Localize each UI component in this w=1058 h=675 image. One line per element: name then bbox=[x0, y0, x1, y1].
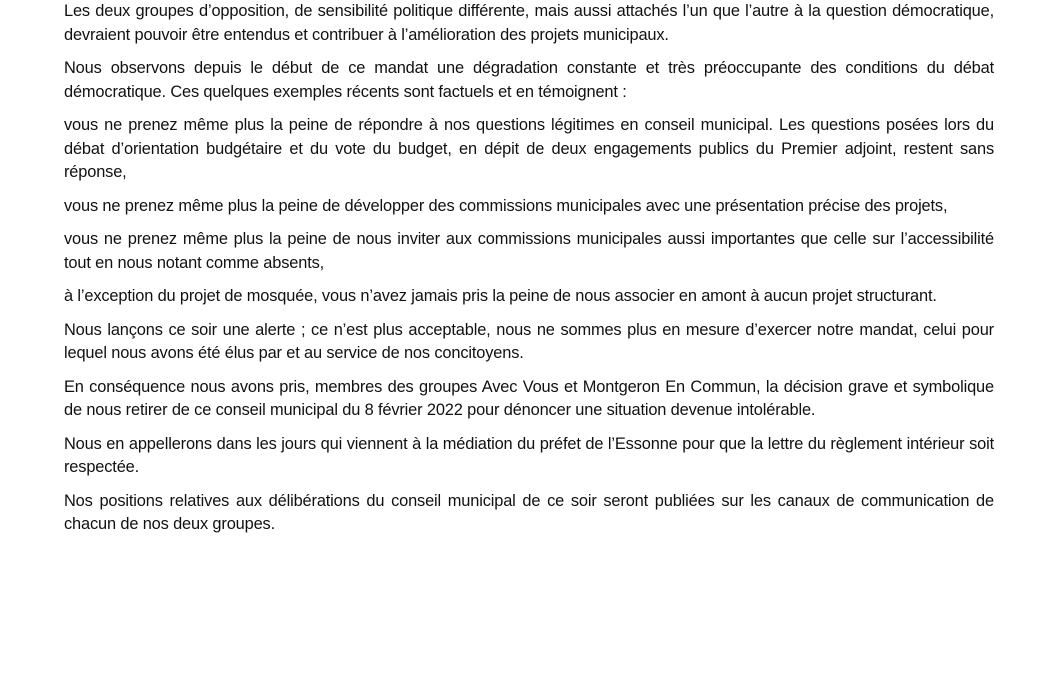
document-page bbox=[64, 0, 994, 547]
paragraph-alert: Nous lançons ce soir une alerte ; ce n’est plus acceptable, nous ne sommes plus en mesure d’exercer notre mandat, celui pour lequel nous avons été élus par et au service de nos concitoyens. bbox=[64, 320, 994, 362]
paragraph-opposition-groups: Les deux groupes d’opposition, de sensibilité politique différente, mais aussi attachés l’un que l’autre à la question démocratique, devraient pouvoir être entendus et contribuer à l’amélioration des projets municipaux. bbox=[64, 2, 994, 44]
paragraph-withdrawal-decision: En conséquence nous avons pris, membres des groupes Avec Vous et Montgeron En Commun, la décision grave et symbolique de nous retirer de ce conseil municipal du 8 février 2022 pour dénoncer une situation devenue intolérable. bbox=[64, 377, 994, 419]
paragraph-commissions-invitation: vous ne prenez même plus la peine de nous inviter aux commissions municipales aussi importantes que celle sur l’accessibilité tout en nous notant comme absents, bbox=[64, 230, 994, 272]
paragraph-mosque-project: à l’exception du projet de mosquée, vous n’avez jamais pris la peine de nous associer en amont à aucun projet structurant. bbox=[64, 287, 937, 305]
paragraph-prefect-mediation: Nous en appellerons dans les jours qui viennent à la médiation du préfet de l’Essonne pour que la lettre du règlement intérieur soit respectée. bbox=[64, 434, 994, 476]
paragraph-democratic-debate: Nous observons depuis le début de ce mandat une dégradation constante et très préoccupante des conditions du débat démocratique. Ces quelques exemples récents sont factuels et en témoignent : bbox=[64, 59, 994, 101]
paragraph-commissions-presentation: vous ne prenez même plus la peine de développer des commissions municipales avec une présentation précise des projets, bbox=[64, 196, 948, 215]
paragraph-unanswered-questions: vous ne prenez même plus la peine de répondre à nos questions légitimes en conseil municipal. Les questions posées lors du débat d’orientation budgétaire et du vote du budget, en dépit de deux engagements publics du Premier adjoint, restent sans réponse, bbox=[64, 116, 994, 181]
paragraph-positions-published: Nos positions relatives aux délibérations du conseil municipal de ce soir seront publiées sur les canaux de communication de chacun de nos deux groupes. bbox=[64, 491, 994, 533]
